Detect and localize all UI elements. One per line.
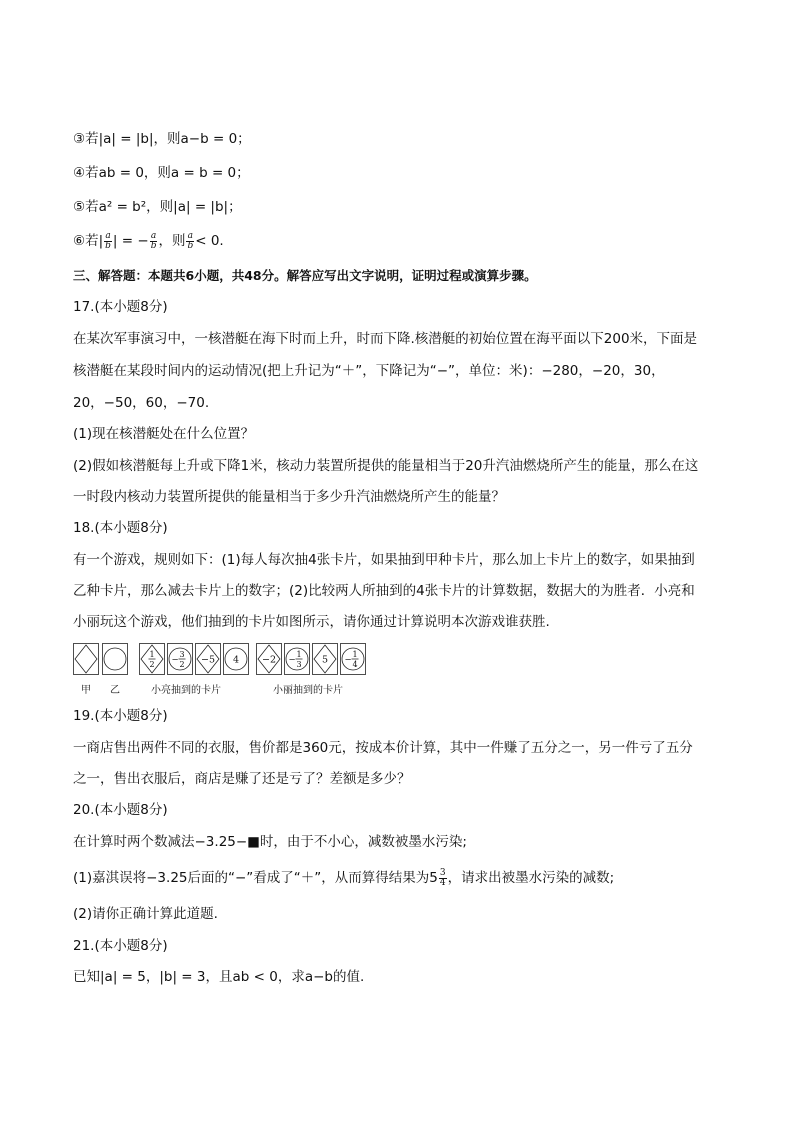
q19-line-1: 一商店售出两件不同的衣服，售价都是360元，按成本价计算，其中一件赚了五分之一，另一件亏了五分	[73, 740, 693, 756]
xiaoliang-card-1-num: 1	[149, 650, 155, 659]
q20-sub-1-part-a: (1)嘉淇误将−3.25后面的“−”看成了“＋”，从而算得结果为	[73, 870, 430, 886]
q17-sub-1: (1)现在核潜艇处在什么位置？	[73, 426, 255, 442]
card-yi	[103, 644, 128, 675]
xiaoliang-card-2-num: 3	[179, 650, 185, 659]
q20-sub-2: (2)请你正确计算此道题.	[73, 906, 218, 922]
mixed-whole: 5	[429, 870, 438, 886]
statement-4: ④若ab = 0，则a = b = 0；	[73, 165, 250, 181]
q17-sub-2-line-2: 一时段内核动力装置所提供的能量相当于多少升汽油燃烧所产生的能量？	[73, 489, 505, 505]
label-xiaoli: 小丽抽到的卡片	[273, 685, 343, 696]
xiaoli-card-4-sign: −	[344, 655, 352, 665]
card-figure	[73, 643, 373, 696]
q19-line-2: 之一，售出衣服后，商店是赚了还是亏了？差额是多少？	[73, 771, 411, 787]
fraction-a-over-b: $\frac{a}{b}$	[105, 230, 111, 251]
xiaoliang-card-1-den: 2	[149, 660, 155, 669]
label-xiaoliang: 小亮抽到的卡片	[151, 685, 221, 696]
xiaoli-card-4-den: 4	[352, 660, 358, 669]
mixed-num: 3	[439, 867, 446, 878]
q20-sub-1	[73, 868, 614, 888]
q19-header: 19.(本小题8分)	[73, 708, 168, 724]
xiaoliang-cards	[140, 644, 249, 675]
q21-line-1: 已知|a| = 5，|b| = 3，且ab < 0，求a−b的值.	[73, 969, 365, 985]
section-heading: 三、解答题：本题共6小题，共48分。解答应写出文字说明，证明过程或演算步骤。	[73, 268, 537, 283]
statement-3: ③若|a| = |b|，则a−b = 0；	[73, 131, 251, 147]
mixed-den: 4	[439, 877, 446, 888]
q18-header: 18.(本小题8分)	[73, 520, 168, 536]
mixed-fraction	[439, 869, 447, 888]
xiaoli-card-2-den: 3	[296, 660, 302, 669]
xiaoli-card-4-num: 1	[352, 650, 358, 659]
xiaoli-card-1-value: −2	[261, 654, 277, 666]
statement-6-part-a: ⑥若|	[73, 233, 104, 249]
q21-header: 21.(本小题8分)	[73, 938, 168, 954]
statement-6-part-c: ，则	[158, 233, 186, 249]
fraction-a-over-b-3: $\frac{a}{b}$	[187, 230, 194, 251]
q20-line-1: 在计算时两个数减法−3.25−■时，由于不小心，减数被墨水污染;	[73, 834, 467, 850]
label-jia: 甲	[81, 685, 91, 696]
label-yi: 乙	[110, 685, 120, 696]
xiaoliang-card-3-value: −5	[200, 654, 216, 666]
statement-5: ⑤若a² = b²，则|a| = |b|；	[73, 199, 242, 215]
xiaoli-card-3-value: 5	[321, 654, 329, 666]
q17-line-3: 20，−50，60，−70.	[73, 395, 210, 411]
xiaoliang-card-4-value: 4	[232, 654, 240, 666]
q20-header: 20.(本小题8分)	[73, 802, 168, 818]
statement-6-part-b: | = −	[112, 233, 149, 249]
cards-svg	[73, 643, 373, 679]
q17-header: 17.(本小题8分)	[73, 299, 168, 315]
xiaoliang-card-1	[140, 644, 165, 675]
xiaoliang-card-2-den: 2	[179, 660, 185, 669]
q18-line-3: 小丽玩这个游戏，他们抽到的卡片如图所示，请你通过计算说明本次游戏谁获胜.	[73, 614, 550, 630]
xiaoli-card-2-num: 1	[296, 650, 302, 659]
xiaoli-cards	[257, 644, 366, 675]
statement-6	[73, 231, 224, 251]
q18-line-2: 乙种卡片，那么减去卡片上的数字；(2)比较两人所抽到的4张卡片的计算数据，数据大的为胜者．小亮和	[73, 583, 695, 599]
xiaoli-card-3	[313, 644, 338, 675]
q17-line-2: 核潜艇在某段时间内的运动情况(把上升记为“＋”，下降记为“−”，单位：米)：−280，−20，30，	[73, 363, 665, 379]
q17-line-1: 在某次军事演习中，一核潜艇在海下时而上升，时而下降.核潜艇的初始位置在海平面以下200米，下面是	[73, 331, 698, 347]
fraction-a-over-b-2: $\frac{a}{b}$	[150, 230, 157, 251]
card-jia	[74, 644, 99, 675]
mixed-number	[429, 868, 447, 888]
xiaoli-card-2	[285, 644, 310, 675]
q18-line-1: 有一个游戏，规则如下：(1)每人每次抽4张卡片，如果抽到甲种卡片，那么加上卡片上的数字，如果抽到	[73, 552, 695, 568]
q20-sub-1-part-b: ，请求出被墨水污染的减数;	[447, 870, 615, 886]
q17-sub-2-line-1: (2)假如核潜艇每上升或下降1米，核动力装置所提供的能量相当于20升汽油燃烧所产生的能量，那么在这	[73, 458, 699, 474]
xiaoliang-card-3	[196, 644, 221, 675]
xiaoli-card-2-sign: −	[288, 655, 296, 665]
xiaoli-card-4	[341, 644, 366, 675]
statement-6-part-d: < 0.	[195, 233, 224, 249]
xiaoli-card-1	[257, 644, 282, 675]
xiaoliang-card-2-sign: −	[171, 655, 179, 665]
xiaoliang-card-2	[168, 644, 193, 675]
xiaoliang-card-4	[224, 644, 249, 675]
